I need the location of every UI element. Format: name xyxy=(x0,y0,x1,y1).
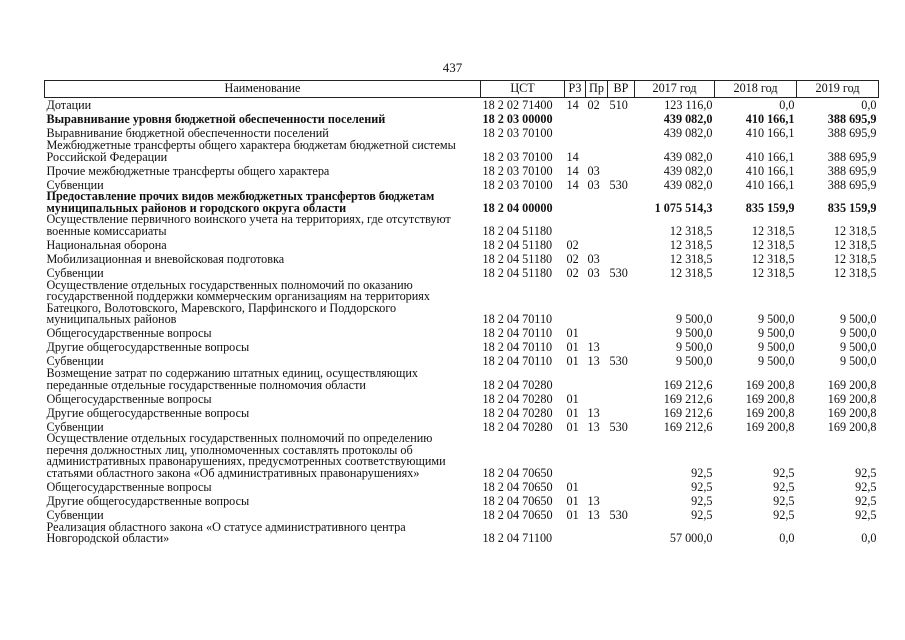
cell-pr xyxy=(586,140,608,163)
cell-pr: 03 xyxy=(587,265,600,280)
cell-2017: 92,5 xyxy=(691,465,713,480)
cell-2017: 439 082,0 xyxy=(663,163,713,178)
cell-name: Мобилизационная и вневойсковая подготовка xyxy=(46,251,285,266)
cell-pr xyxy=(586,214,608,237)
header-vr: ВР xyxy=(608,81,635,98)
cell-2019: 9 500,0 xyxy=(839,340,877,355)
cell-pr xyxy=(586,191,608,214)
table-row xyxy=(45,433,879,479)
cell-vr xyxy=(608,163,635,177)
table-row xyxy=(45,405,879,419)
cell-2018: 92,5 xyxy=(773,479,795,494)
cell-2018: 92,5 xyxy=(773,465,795,480)
header-2018: 2018 год xyxy=(715,81,797,98)
cell-name: Осуществление отдельных государственных полномочий по определению перечня должностных лиц, уполномоченных составлять протоколы об административных правонарушениях, предусмотренных соответствующими статьями областного закона «Об административных правонарушениях» xyxy=(46,431,446,480)
table-row xyxy=(45,391,879,405)
cell-cst: 18 2 04 70280 xyxy=(482,405,553,420)
cell-rz: 14 xyxy=(566,98,579,113)
cell-vr xyxy=(608,433,635,479)
cell-2019: 388 695,9 xyxy=(827,177,877,192)
cell-pr xyxy=(586,391,608,405)
cell-2019: 169 200,8 xyxy=(827,405,877,420)
cell-2018: 169 200,8 xyxy=(745,419,795,434)
cell-2019: 388 695,9 xyxy=(827,112,877,127)
cell-rz: 02 xyxy=(566,251,579,266)
cell-cst: 18 2 04 70650 xyxy=(482,507,553,522)
cell-rz: 14 xyxy=(566,177,579,192)
budget-table xyxy=(44,80,879,545)
cell-vr: 530 xyxy=(609,354,628,369)
cell-2018: 9 500,0 xyxy=(757,312,795,327)
cell-cst: 18 2 04 70110 xyxy=(482,340,553,355)
cell-2017: 12 318,5 xyxy=(669,223,713,238)
cell-pr xyxy=(586,326,608,340)
cell-pr: 13 xyxy=(587,354,600,369)
cell-cst: 18 2 04 70280 xyxy=(482,391,553,406)
cell-2017: 169 212,6 xyxy=(663,405,713,420)
cell-2017: 92,5 xyxy=(691,493,713,508)
cell-rz: 01 xyxy=(566,419,579,434)
cell-cst: 18 2 04 70650 xyxy=(482,465,553,480)
cell-name: Дотации xyxy=(46,98,92,113)
header-cst: ЦСТ xyxy=(481,81,565,98)
cell-name: Субвенции xyxy=(46,177,104,192)
cell-vr xyxy=(608,326,635,340)
cell-pr: 13 xyxy=(587,405,600,420)
cell-2018: 410 166,1 xyxy=(745,126,795,141)
table-row xyxy=(45,494,879,508)
cell-2017: 12 318,5 xyxy=(669,251,713,266)
cell-cst: 18 2 03 00000 xyxy=(482,112,553,127)
cell-vr xyxy=(608,112,635,126)
cell-2017: 1 075 514,3 xyxy=(654,200,713,215)
cell-2019: 92,5 xyxy=(855,479,877,494)
cell-cst: 18 2 04 71100 xyxy=(482,531,553,546)
cell-2017: 9 500,0 xyxy=(675,340,713,355)
cell-2017: 9 500,0 xyxy=(675,354,713,369)
cell-cst: 18 2 04 70280 xyxy=(482,377,553,392)
cell-name: Субвенции xyxy=(46,354,104,369)
cell-cst: 18 2 04 70110 xyxy=(482,326,553,341)
cell-pr: 13 xyxy=(587,419,600,434)
cell-name: Субвенции xyxy=(46,507,104,522)
cell-vr: 530 xyxy=(609,265,628,280)
cell-rz: 01 xyxy=(566,391,579,406)
cell-name: Реализация областного закона «О статусе административного центра Новгородской области» xyxy=(46,519,406,546)
cell-pr xyxy=(586,480,608,494)
cell-name: Общегосударственные вопросы xyxy=(46,326,212,341)
cell-2017: 57 000,0 xyxy=(669,531,713,546)
table-body xyxy=(45,98,879,545)
cell-2019: 92,5 xyxy=(855,507,877,522)
cell-2018: 12 318,5 xyxy=(751,265,795,280)
cell-vr xyxy=(608,405,635,419)
cell-vr xyxy=(608,494,635,508)
cell-2019: 169 200,8 xyxy=(827,391,877,406)
cell-rz: 02 xyxy=(566,237,579,252)
cell-2018: 92,5 xyxy=(773,493,795,508)
cell-2018: 9 500,0 xyxy=(757,326,795,341)
table-row xyxy=(45,112,879,126)
cell-pr xyxy=(586,522,608,545)
cell-2019: 388 695,9 xyxy=(827,149,877,164)
cell-cst: 18 2 04 51180 xyxy=(482,251,553,266)
cell-2017: 12 318,5 xyxy=(669,237,713,252)
page-number: 437 xyxy=(442,60,463,75)
cell-2019: 12 318,5 xyxy=(833,237,877,252)
header-2017: 2017 год xyxy=(635,81,715,98)
header-name: Наименование xyxy=(45,81,481,98)
cell-cst: 18 2 02 71400 xyxy=(482,98,553,113)
cell-cst: 18 2 03 70100 xyxy=(482,177,553,192)
cell-2018: 169 200,8 xyxy=(745,377,795,392)
cell-2018: 410 166,1 xyxy=(745,163,795,178)
table-row xyxy=(45,368,879,391)
cell-name: Другие общегосударственные вопросы xyxy=(46,340,250,355)
cell-2018: 9 500,0 xyxy=(757,354,795,369)
cell-vr: 530 xyxy=(609,177,628,192)
cell-2018: 0,0 xyxy=(779,531,795,546)
cell-2019: 835 159,9 xyxy=(827,200,877,215)
header-pr: Пр xyxy=(586,81,608,98)
table-row xyxy=(45,163,879,177)
cell-pr: 13 xyxy=(587,493,600,508)
cell-rz xyxy=(565,214,586,237)
cell-2017: 439 082,0 xyxy=(663,126,713,141)
cell-vr xyxy=(608,238,635,252)
cell-cst: 18 2 03 70100 xyxy=(482,163,553,178)
cell-2018: 12 318,5 xyxy=(751,251,795,266)
cell-cst: 18 2 04 70110 xyxy=(482,354,553,369)
table-header-row xyxy=(45,81,879,98)
cell-2019: 388 695,9 xyxy=(827,126,877,141)
cell-vr xyxy=(608,391,635,405)
cell-2017: 92,5 xyxy=(691,479,713,494)
cell-2017: 9 500,0 xyxy=(675,326,713,341)
cell-2019: 92,5 xyxy=(855,493,877,508)
cell-2019: 12 318,5 xyxy=(833,265,877,280)
cell-pr xyxy=(586,112,608,126)
cell-2019: 388 695,9 xyxy=(827,163,877,178)
cell-name: Субвенции xyxy=(46,265,104,280)
cell-pr xyxy=(586,280,608,326)
cell-pr: 13 xyxy=(587,507,600,522)
cell-2018: 9 500,0 xyxy=(757,340,795,355)
cell-name: Общегосударственные вопросы xyxy=(46,391,212,406)
cell-2019: 9 500,0 xyxy=(839,312,877,327)
cell-vr xyxy=(608,252,635,266)
cell-2019: 92,5 xyxy=(855,465,877,480)
cell-rz xyxy=(565,522,586,545)
cell-vr xyxy=(608,280,635,326)
table-row xyxy=(45,98,879,113)
cell-rz: 01 xyxy=(566,405,579,420)
cell-cst: 18 2 04 51180 xyxy=(482,223,553,238)
cell-pr: 03 xyxy=(587,251,600,266)
cell-rz xyxy=(565,368,586,391)
cell-rz: 01 xyxy=(566,479,579,494)
cell-2018: 410 166,1 xyxy=(745,177,795,192)
cell-cst: 18 2 04 70280 xyxy=(482,419,553,434)
cell-rz xyxy=(565,433,586,479)
cell-2017: 439 082,0 xyxy=(663,149,713,164)
cell-2017: 12 318,5 xyxy=(669,265,713,280)
cell-name: Национальная оборона xyxy=(46,237,167,252)
cell-rz: 02 xyxy=(566,265,579,280)
cell-2017: 439 082,0 xyxy=(663,112,713,127)
cell-2018: 835 159,9 xyxy=(745,200,795,215)
cell-name: Другие общегосударственные вопросы xyxy=(46,405,250,420)
cell-2018: 410 166,1 xyxy=(745,112,795,127)
table-row xyxy=(45,280,879,326)
cell-2017: 92,5 xyxy=(691,507,713,522)
cell-cst: 18 2 03 70100 xyxy=(482,149,553,164)
table-row xyxy=(45,480,879,494)
cell-vr xyxy=(608,214,635,237)
cell-name: Выравнивание бюджетной обеспеченности поселений xyxy=(46,126,329,141)
cell-vr: 510 xyxy=(609,98,628,113)
cell-pr xyxy=(586,368,608,391)
cell-2019: 169 200,8 xyxy=(827,377,877,392)
cell-2018: 169 200,8 xyxy=(745,391,795,406)
cell-vr xyxy=(608,126,635,140)
cell-cst: 18 2 04 70650 xyxy=(482,493,553,508)
table-row xyxy=(45,140,879,163)
cell-2019: 9 500,0 xyxy=(839,326,877,341)
cell-name: Предоставление прочих видов межбюджетных трансфертов бюджетам муниципальных районов и городского округа области xyxy=(46,189,435,215)
cell-2019: 9 500,0 xyxy=(839,354,877,369)
cell-cst: 18 2 04 00000 xyxy=(482,200,553,215)
cell-vr: 530 xyxy=(609,419,628,434)
cell-2018: 92,5 xyxy=(773,507,795,522)
table-row xyxy=(45,238,879,252)
table-row xyxy=(45,214,879,237)
cell-2017: 169 212,6 xyxy=(663,419,713,434)
cell-vr xyxy=(608,368,635,391)
cell-cst: 18 2 04 70110 xyxy=(482,312,553,327)
cell-pr: 03 xyxy=(587,177,600,192)
cell-vr xyxy=(608,522,635,545)
cell-2018: 410 166,1 xyxy=(745,149,795,164)
cell-name: Субвенции xyxy=(46,419,104,434)
table-row xyxy=(45,252,879,266)
cell-name: Осуществление первичного воинского учета на территориях, где отсутствуют военные комиссариаты xyxy=(46,212,451,238)
cell-2019: 12 318,5 xyxy=(833,251,877,266)
cell-pr xyxy=(586,126,608,140)
cell-vr xyxy=(608,140,635,163)
cell-rz: 14 xyxy=(566,163,579,178)
header-2019: 2019 год xyxy=(797,81,879,98)
cell-rz: 01 xyxy=(566,354,579,369)
table-row xyxy=(45,191,879,214)
cell-2019: 0,0 xyxy=(861,98,877,113)
cell-rz: 01 xyxy=(566,326,579,341)
cell-2017: 169 212,6 xyxy=(663,377,713,392)
cell-2018: 169 200,8 xyxy=(745,405,795,420)
cell-name: Прочие межбюджетные трансферты общего характера xyxy=(46,163,330,178)
cell-rz: 01 xyxy=(566,340,579,355)
cell-name: Общегосударственные вопросы xyxy=(46,479,212,494)
cell-rz xyxy=(565,126,586,140)
header-rz: РЗ xyxy=(565,81,586,98)
cell-pr: 13 xyxy=(587,340,600,355)
cell-rz xyxy=(565,112,586,126)
cell-pr: 03 xyxy=(587,163,600,178)
cell-rz: 01 xyxy=(566,493,579,508)
cell-2017: 169 212,6 xyxy=(663,391,713,406)
cell-cst: 18 2 04 51180 xyxy=(482,237,553,252)
cell-2018: 12 318,5 xyxy=(751,237,795,252)
cell-vr: 530 xyxy=(609,507,628,522)
cell-name: Межбюджетные трансферты общего характера бюджетам бюджетной системы Российской Федерации xyxy=(46,138,456,164)
cell-2017: 439 082,0 xyxy=(663,177,713,192)
cell-name: Выравнивание уровня бюджетной обеспеченности поселений xyxy=(46,112,386,127)
cell-vr xyxy=(608,191,635,214)
cell-2019: 12 318,5 xyxy=(833,223,877,238)
table-row xyxy=(45,340,879,354)
table-row xyxy=(45,522,879,545)
cell-cst: 18 2 04 70650 xyxy=(482,479,553,494)
cell-name: Другие общегосударственные вопросы xyxy=(46,493,250,508)
cell-vr xyxy=(608,340,635,354)
cell-2018: 12 318,5 xyxy=(751,223,795,238)
cell-rz xyxy=(565,191,586,214)
cell-2018: 0,0 xyxy=(779,98,795,113)
cell-name: Возмещение затрат по содержанию штатных единиц, осуществляющих переданные отдельные государственные полномочия области xyxy=(46,365,418,392)
cell-2017: 123 116,0 xyxy=(664,98,713,113)
cell-name: Осуществление отдельных государственных полномочий по оказанию государственной поддержки коммерческим организациям на территориях Батецкого, Волотовского, Маревского, Парфинского и Поддорского муниципальных районов xyxy=(46,277,430,327)
cell-cst: 18 2 03 70100 xyxy=(482,126,553,141)
cell-2019: 0,0 xyxy=(861,531,877,546)
cell-rz: 01 xyxy=(566,507,579,522)
cell-vr xyxy=(608,480,635,494)
cell-pr xyxy=(586,238,608,252)
cell-rz: 14 xyxy=(566,149,579,164)
cell-rz xyxy=(565,280,586,326)
cell-pr xyxy=(586,433,608,479)
cell-pr: 02 xyxy=(587,98,600,113)
table-row xyxy=(45,326,879,340)
cell-2019: 169 200,8 xyxy=(827,419,877,434)
cell-2017: 9 500,0 xyxy=(675,312,713,327)
cell-cst: 18 2 04 51180 xyxy=(482,265,553,280)
